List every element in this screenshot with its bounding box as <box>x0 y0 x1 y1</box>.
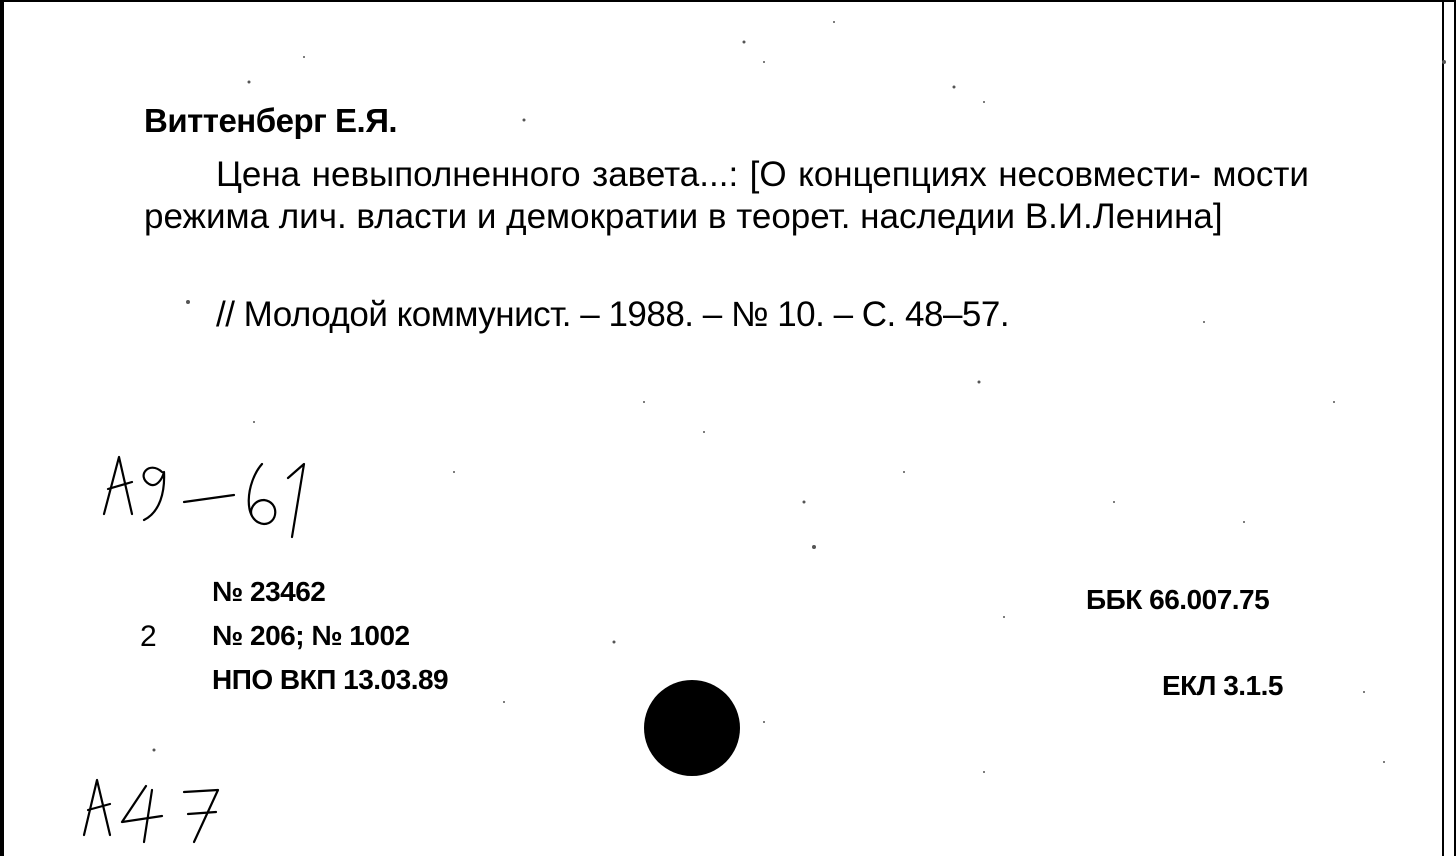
bbk-classification: ББК 66.007.75 <box>1086 584 1270 615</box>
handwritten-bottom-text: А47 <box>94 842 96 843</box>
ekl-classification: ЕКЛ 3.1.5 <box>1162 670 1283 701</box>
handwritten-top-text: А9–61 <box>114 522 117 523</box>
handwritten-top-mark <box>104 457 304 537</box>
copies-count: 2 <box>140 620 157 653</box>
punch-hole <box>644 680 740 776</box>
record-number: № 23462 <box>212 576 326 607</box>
npo-stamp-date: НПО ВКП 13.03.89 <box>212 664 449 695</box>
inventory-numbers: № 206; № 1002 <box>212 620 410 651</box>
title-annotation: Цена невыполненного завета...: [О концепциях несовмести- мости режима лич. власти и демократии в теорет. наследии В.И.Ленина] <box>144 155 1309 236</box>
handwritten-bottom-mark <box>84 780 218 842</box>
source-citation: // Молодой коммунист. – 1988. – № 10. – С. 48–57. <box>216 295 1010 334</box>
author-name: Виттенберг Е.Я. <box>144 102 398 139</box>
